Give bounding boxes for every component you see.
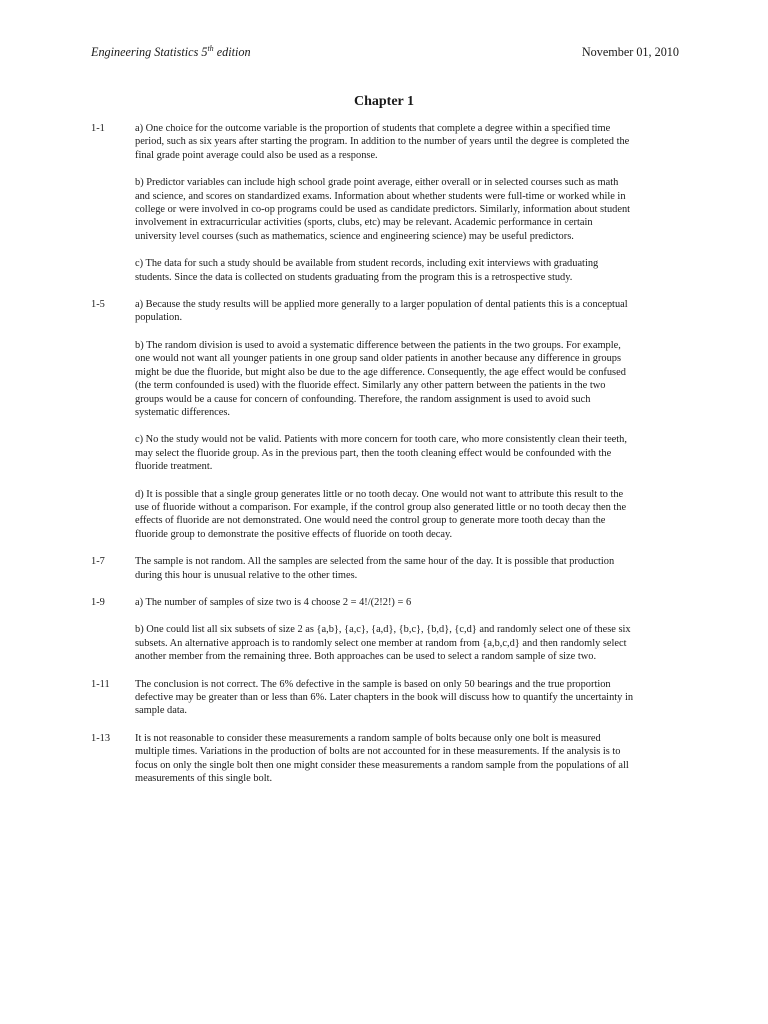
- exercise-body: [135, 122, 681, 284]
- exercise-list: [91, 122, 681, 799]
- answer-paragraph: d) It is possible that a single group generates little or no tooth decay. One would not want to attribute this result to the use of fluoride without a comparison. For example, if the control group also generated little or no tooth decay then the effects of fluoride are not demonstrated. One would need the control group to generate more tooth decay than the fluoride group to demonstrate the positive effects of fluoride on tooth decay.: [135, 488, 627, 540]
- page-header: [91, 45, 679, 61]
- answer-paragraph: The sample is not random. All the samples are selected from the same hour of the day. It is possible that production during this hour is unusual relative to the other times.: [135, 556, 615, 581]
- exercise-number: 1-13: [91, 732, 111, 744]
- exercise-body: [135, 298, 681, 541]
- chapter-title: Chapter 1: [353, 94, 415, 109]
- book-title-suffix: edition: [213, 45, 251, 59]
- answer-paragraph: It is not reasonable to consider these measurements a random sample of bolts because only one bolt is measured multiple times. Variations in the production of bolts are not accounted for in these measurements. If the analysis is to focus on only the single bolt then one might consider these measurements a random sample from the populations of all measurements of this single bolt.: [135, 732, 629, 785]
- answer-paragraph: b) Predictor variables can include high school grade point average, either overall or in selected courses such as math and science, and scores on standardized exams. Information about whether students were full-time or worked while in college or were involved in co-op programs could be used as candidate predictors. Similarly, information about student involvement in extracurricular activities (sports, clubs, etc) may be relevant. Academic performance in certain university level courses (such as mathematics, science and engineering science) may be useful predictors.: [135, 177, 631, 242]
- exercise-number: 1-11: [91, 678, 110, 690]
- book-title-superscript: th: [207, 44, 214, 53]
- answer-paragraph: a) Because the study results will be applied more generally to a larger population of dental patients this is a conceptual population.: [135, 299, 628, 324]
- exercise-1-5: [91, 298, 681, 541]
- answer-paragraph: b) One could list all six subsets of size 2 as {a,b}, {a,c}, {a,d}, {b,c}, {b,d}, {c,d} and randomly select one of these six subsets. An alternative approach is to randomly select one member at random from {a,b,c,d} and then randomly select another member from the remaining three. Both approaches can be used to select a random sample of size two.: [135, 624, 631, 663]
- answer-paragraph: a) One choice for the outcome variable is the proportion of students that complete a degree within a specified time period, such as six years after starting the program. In addition to the number of years until the degree is completed the final grade point average could also be used as a response.: [135, 123, 630, 161]
- exercise-body: [135, 596, 681, 664]
- answer-paragraph: b) The random division is used to avoid a systematic difference between the patients in the two groups. For example, one would not want all younger patients in one group sand older patients in another because any difference in groups might be due the fluoride, but might also be due to the age difference. Consequently, the age effect would be confused (the term confounded is used) with the fluoride effect. Similarly any other pattern between the patients in the two groups would be a cause for concern of confounding. Therefore, the random assignment is used to avoid such systematic differences.: [135, 339, 626, 418]
- exercise-1-11: [91, 678, 681, 718]
- answer-paragraph: a) The number of samples of size two is 4 choose 2 = 4!/(2!2!) = 6: [135, 596, 412, 608]
- exercise-1-1: [91, 122, 681, 284]
- exercise-number: 1-1: [91, 123, 105, 134]
- exercise-body: [135, 678, 681, 718]
- exercise-body: [135, 732, 681, 786]
- answer-paragraph: The conclusion is not correct. The 6% defective in the sample is based on only 50 bearings and the true proportion defective may be greater than or less than 6%. Later chapters in the book will discuss how to quantify the uncertainty in sample data.: [135, 678, 634, 717]
- exercise-1-13: [91, 732, 681, 786]
- exercise-number: 1-9: [91, 596, 105, 608]
- header-date: November 01, 2010: [581, 45, 679, 59]
- book-title-prefix: Engineering Statistics 5: [91, 45, 208, 59]
- exercise-1-9: [91, 596, 681, 664]
- answer-paragraph: c) No the study would not be valid. Patients with more concern for tooth care, who more consistently clean their teeth, may select the fluoride group. As in the previous part, then the tooth cleaning effect would be confounded with the fluoride treatment.: [135, 434, 627, 473]
- answer-paragraph: c) The data for such a study should be available from student records, including exit interviews with graduating students. Since the data is collected on students graduating from the program this is a retrospective study.: [135, 258, 599, 283]
- exercise-number: 1-7: [91, 556, 105, 568]
- exercise-body: [135, 555, 681, 582]
- exercise-number: 1-5: [91, 299, 105, 311]
- book-title: [91, 45, 251, 60]
- exercise-1-7: [91, 555, 681, 582]
